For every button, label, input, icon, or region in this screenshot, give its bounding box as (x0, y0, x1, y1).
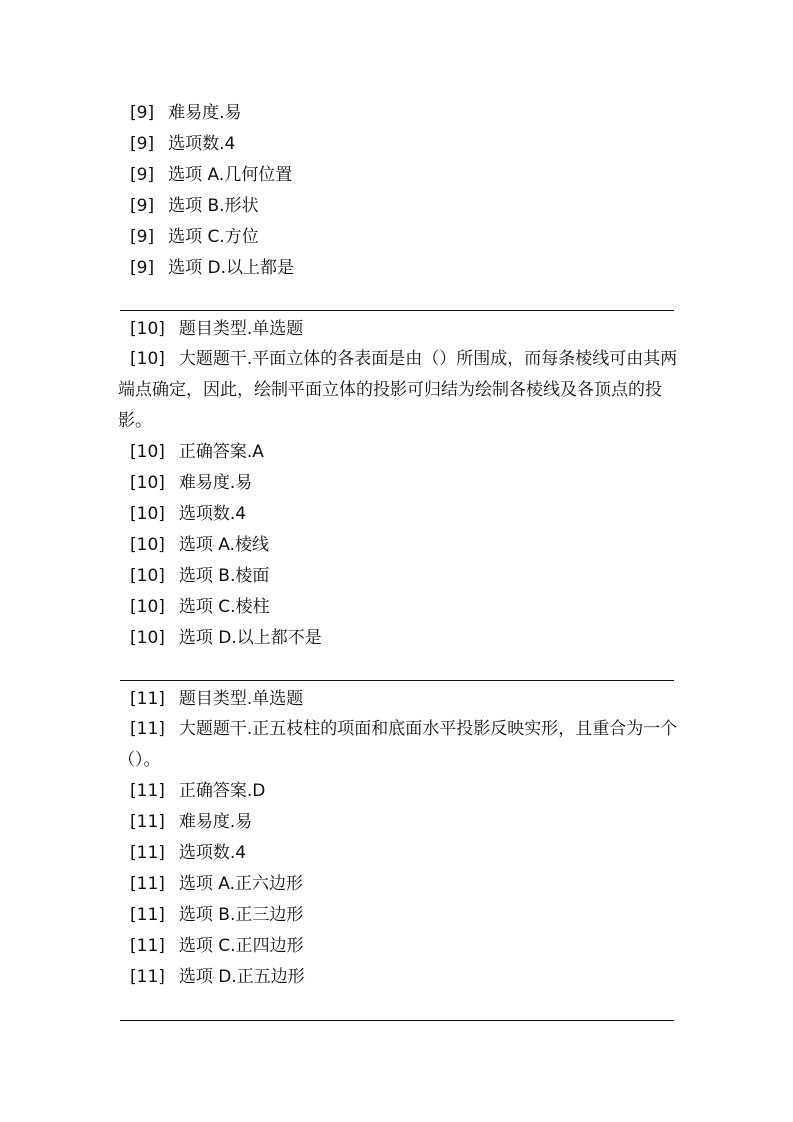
q9-option-c: 选项 C.方位 (168, 227, 259, 247)
question-number: [11] (130, 905, 165, 925)
question-number: [9] (130, 258, 155, 278)
q10-option-b-line (130, 566, 269, 586)
q11-type: 题目类型.单选题 (178, 689, 304, 709)
question-number: [11] (130, 812, 165, 832)
q9-option-b-line (130, 196, 259, 216)
question-number: [11] (130, 843, 165, 863)
q9-difficulty-line (130, 103, 242, 123)
q11-stem: 大题题干.正五枝柱的项面和底面水平投影反映实形，且重合为一个（）。 (118, 719, 678, 770)
question-number: [10] (130, 504, 165, 524)
q11-option-d-line (130, 967, 305, 987)
q11-option-c: 选项 C.正四边形 (178, 936, 304, 956)
question-number: [11] (130, 719, 165, 739)
q10-option-count: 选项数.4 (178, 504, 247, 524)
question-number: [10] (130, 442, 165, 462)
question-number: [10] (130, 349, 165, 369)
separator-rule (120, 310, 674, 311)
q10-option-c-line (130, 597, 270, 617)
q9-option-count: 选项数.4 (168, 134, 236, 154)
question-number: [9] (130, 103, 155, 123)
q11-answer-line (130, 781, 265, 801)
q9-option-b: 选项 B.形状 (168, 196, 259, 216)
question-number: [10] (130, 628, 165, 648)
question-number: [10] (130, 319, 165, 339)
q11-option-a: 选项 A.正六边形 (178, 874, 304, 894)
q11-option-a-line (130, 874, 303, 894)
q10-stem: 大题题干.平面立体的各表面是由（）所围成，而每条棱线可由其两端点确定，因此，绘制平面立体的投影可归结为绘制各棱线及各顶点的投影。 (118, 349, 678, 431)
separator-rule (120, 680, 674, 681)
q9-option-c-line (130, 227, 259, 247)
q10-option-d: 选项 D.以上都不是 (178, 628, 322, 648)
question-number: [9] (130, 134, 155, 154)
q10-option-d-line (130, 628, 322, 648)
question-number: [11] (130, 936, 165, 956)
question-number: [9] (130, 165, 155, 185)
q10-type-line (130, 319, 303, 339)
q10-difficulty-line (130, 473, 252, 493)
question-number: [11] (130, 689, 165, 709)
question-number: [10] (130, 566, 165, 586)
q11-difficulty: 难易度.易 (178, 812, 253, 832)
q11-answer: 正确答案.D (178, 781, 266, 801)
q10-option-c: 选项 C.棱柱 (178, 597, 270, 617)
q10-option-b: 选项 B.棱面 (178, 566, 270, 586)
q9-option-d: 选项 D.以上都是 (168, 258, 294, 278)
question-number: [11] (130, 967, 165, 987)
q10-option-count-line (130, 504, 246, 524)
q9-option-a-line (130, 165, 292, 185)
q10-difficulty: 难易度.易 (178, 473, 253, 493)
question-number: [11] (130, 781, 165, 801)
q10-stem-paragraph (118, 344, 678, 437)
q11-option-count-line (130, 843, 246, 863)
q10-option-a-line (130, 535, 269, 555)
question-number: [10] (130, 535, 165, 555)
q11-option-b-line (130, 905, 303, 925)
q9-option-d-line (130, 258, 294, 278)
q9-option-a: 选项 A.几何位置 (168, 165, 293, 185)
separator-rule (120, 1020, 674, 1021)
q11-option-b: 选项 B.正三边形 (178, 905, 304, 925)
question-number: [9] (130, 196, 155, 216)
question-number: [9] (130, 227, 155, 247)
q11-option-count: 选项数.4 (178, 843, 247, 863)
q9-difficulty: 难易度.易 (168, 103, 242, 123)
q9-option-count-line (130, 134, 235, 154)
question-number: [11] (130, 874, 165, 894)
q10-type: 题目类型.单选题 (178, 319, 304, 339)
q11-difficulty-line (130, 812, 252, 832)
q11-option-d: 选项 D.正五边形 (178, 967, 305, 987)
q11-option-c-line (130, 936, 304, 956)
q10-answer-line (130, 442, 264, 462)
q11-type-line (130, 689, 303, 709)
q10-option-a: 选项 A.棱线 (178, 535, 270, 555)
question-number: [10] (130, 473, 165, 493)
question-number: [10] (130, 597, 165, 617)
q10-answer: 正确答案.A (178, 442, 264, 462)
q11-stem-paragraph (118, 714, 678, 776)
